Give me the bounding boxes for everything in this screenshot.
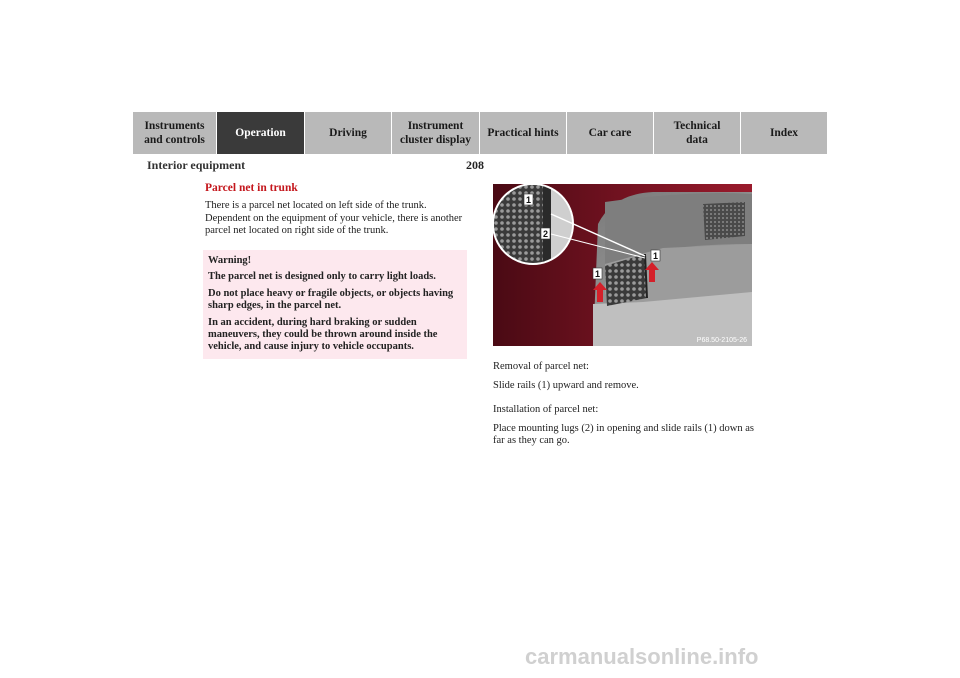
trunk-parcel-net-illustration bbox=[493, 184, 752, 346]
tab-technical-data[interactable] bbox=[654, 112, 741, 154]
tab-practical-hints[interactable] bbox=[480, 112, 567, 154]
chapter-nav bbox=[133, 112, 827, 154]
callout-label: 1 bbox=[525, 195, 532, 205]
callout-label: 1 bbox=[652, 251, 659, 261]
warning-line: Do not place heavy or fragile objects, or objects having sharp edges, in the parcel net. bbox=[208, 288, 454, 311]
tab-operation[interactable] bbox=[217, 112, 305, 154]
warning-box bbox=[203, 250, 467, 359]
page-number: 208 bbox=[466, 158, 484, 172]
removal-title: Removal of parcel net: bbox=[493, 361, 589, 372]
callout-label: 2 bbox=[542, 229, 549, 239]
warning-title: Warning! bbox=[208, 255, 252, 266]
page-title: Interior equipment bbox=[147, 158, 246, 172]
trunk-photo bbox=[493, 184, 752, 346]
removal-text: Slide rails (1) upward and remove. bbox=[493, 379, 639, 391]
tab-car-care[interactable] bbox=[567, 112, 654, 154]
warning-line: The parcel net is designed only to carry light loads. bbox=[208, 270, 436, 282]
tab-label: Technical data bbox=[673, 120, 721, 146]
warning-line: In an accident, during hard braking or sudden maneuvers, they could be thrown around inside the vehicle, and cause injury to vehicle occupants. bbox=[208, 317, 438, 352]
tab-label: Practical hints bbox=[487, 127, 559, 139]
tab-label: Car care bbox=[588, 127, 632, 139]
tab-label: Instruments and controls bbox=[144, 120, 205, 146]
install-text: Place mounting lugs (2) in opening and slide rails (1) down as far as they can go. bbox=[493, 422, 754, 446]
section-title: Parcel net in trunk bbox=[205, 182, 298, 194]
tab-label: Instrument cluster display bbox=[399, 120, 472, 146]
tab-index[interactable] bbox=[741, 112, 827, 154]
figure-code: P68.50-2105-26 bbox=[696, 337, 747, 344]
tab-label: Index bbox=[769, 127, 799, 139]
content-right bbox=[493, 361, 758, 454]
install-title: Installation of parcel net: bbox=[493, 404, 599, 415]
tab-instruments-and-controls[interactable] bbox=[133, 112, 217, 154]
callout-label: 1 bbox=[594, 269, 601, 279]
tab-label: Driving bbox=[329, 127, 367, 139]
content-left bbox=[205, 182, 467, 238]
intro-paragraph: There is a parcel net located on left side of the trunk. Dependent on the equipment of your vehicle, there is another parcel net located on right side of the trunk. bbox=[205, 200, 463, 236]
tab-label: Operation bbox=[235, 127, 286, 139]
watermark: carmanualsonline.info bbox=[525, 644, 759, 669]
tab-driving[interactable] bbox=[305, 112, 392, 154]
tab-instrument-cluster-display[interactable] bbox=[392, 112, 480, 154]
page-header bbox=[0, 158, 960, 174]
